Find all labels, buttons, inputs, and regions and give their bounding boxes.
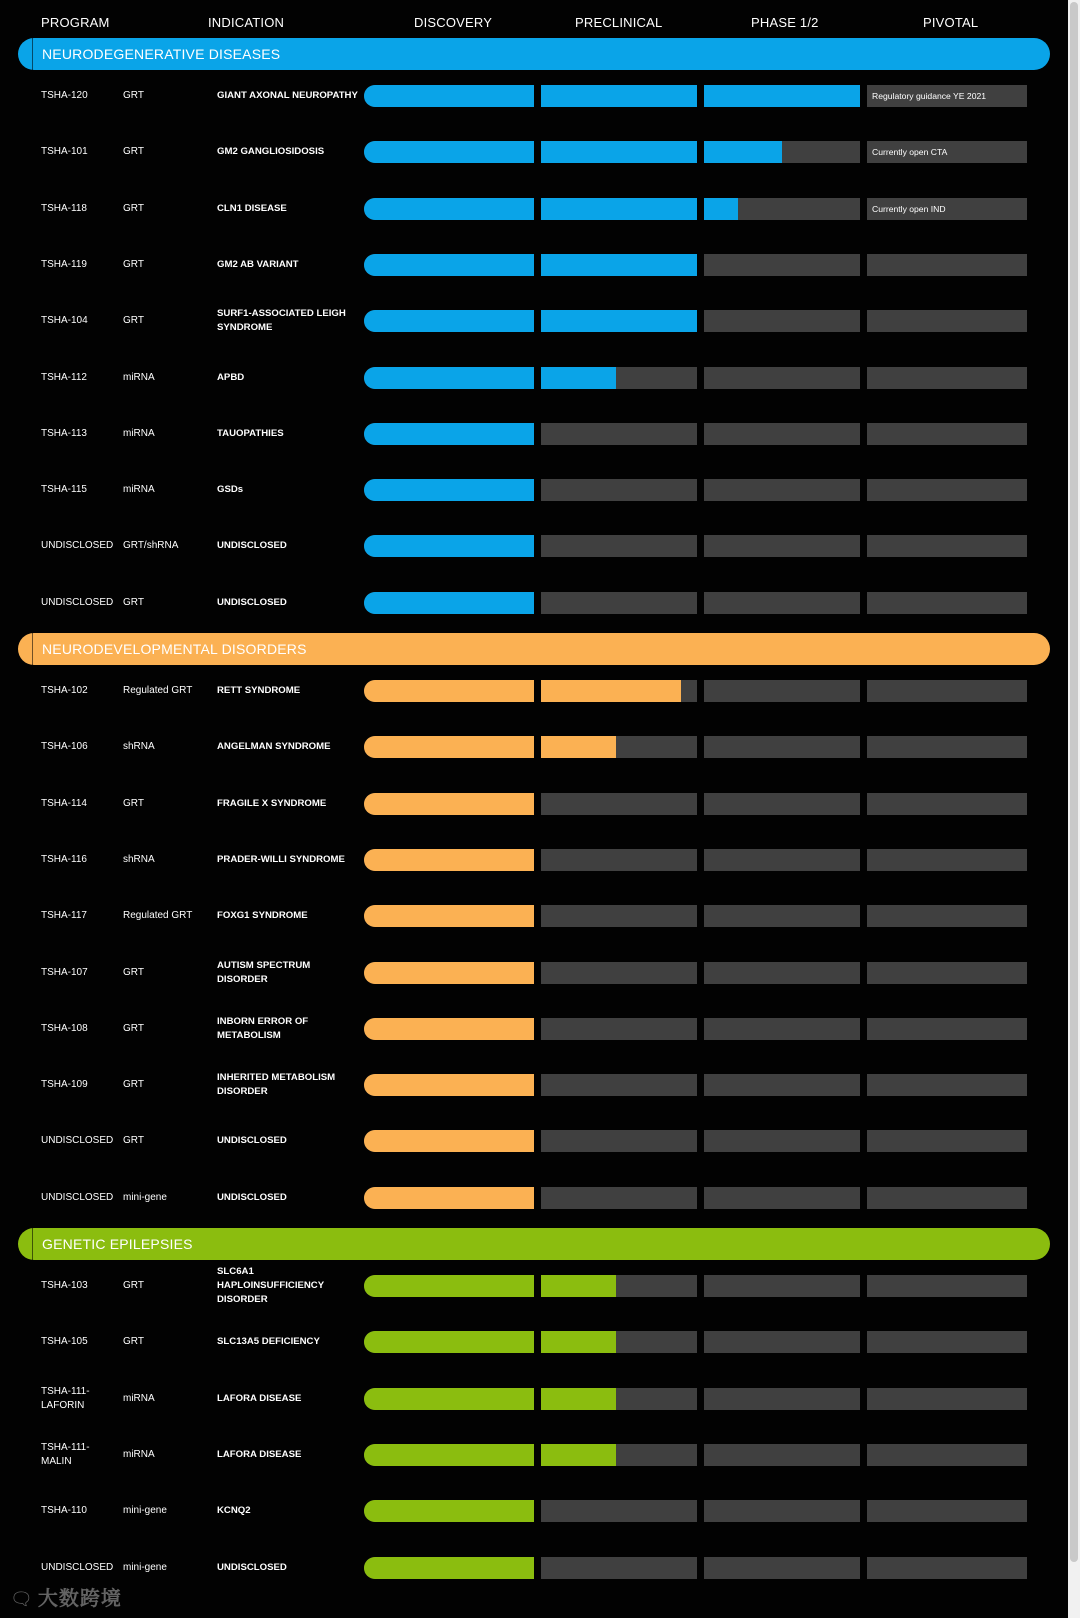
progress-bar: [541, 1444, 616, 1466]
program-row: [0, 1540, 1068, 1596]
program-name: UNDISCLOSED: [41, 1191, 114, 1203]
stage-track-preclinical: [541, 736, 697, 758]
modality-label: Regulated GRT: [123, 685, 193, 696]
stage-track-phase: [704, 962, 860, 984]
progress-bar: [541, 1275, 616, 1297]
progress-bar: [364, 479, 534, 501]
status-note: Regulatory guidance YE 2021: [872, 91, 987, 101]
stage-track-phase: [704, 1557, 860, 1579]
stage-track-phase: [704, 1018, 860, 1040]
stage-track-discovery: [364, 85, 534, 107]
section-title: GENETIC EPILEPSIES: [42, 1236, 193, 1252]
stage-track-preclinical: [541, 1388, 697, 1410]
indication-label: LAFORA DISEASE: [217, 1392, 302, 1404]
modality-label: GRT: [123, 1022, 144, 1034]
program-row: [0, 832, 1068, 888]
program-row: [0, 124, 1068, 180]
stage-track-preclinical: [541, 367, 697, 389]
program-name: TSHA-113: [41, 427, 87, 439]
stage-track-preclinical: [541, 1018, 697, 1040]
modality-label: GRT: [123, 1336, 144, 1348]
stage-track-discovery: [364, 905, 534, 927]
stage-track-preclinical: [541, 1557, 697, 1579]
stage-track-discovery: [364, 367, 534, 389]
indication-label: FOXG1 SYNDROME: [217, 910, 308, 922]
program-row: [0, 776, 1068, 832]
program-name: TSHA-114: [41, 797, 87, 809]
stage-track-preclinical: [541, 793, 697, 815]
progress-bar: [541, 1388, 616, 1410]
stage-track-pivotal: [867, 793, 1027, 815]
modality-label: GRT: [123, 202, 144, 214]
program-name: TSHA-105: [41, 1336, 88, 1348]
stage-track-discovery: [364, 793, 534, 815]
program-name: TSHA-112: [41, 371, 87, 383]
progress-bar: [364, 310, 534, 332]
modality-label: GRT: [123, 146, 144, 158]
progress-bar: [541, 680, 681, 702]
stage-track-discovery: [364, 1074, 534, 1096]
program-row: [0, 719, 1068, 775]
indication-label: GM2 GANGLIOSIDOSIS: [217, 146, 325, 158]
stage-track-phase: [704, 1074, 860, 1096]
program-row: [0, 1113, 1068, 1169]
stage-track-preclinical: [541, 85, 697, 107]
modality-label: miRNA: [123, 427, 155, 439]
stage-track-phase: [704, 367, 860, 389]
modality-label: GRT: [123, 797, 144, 809]
stage-track-preclinical: [541, 1130, 697, 1152]
section-bar-dev: [18, 633, 1050, 665]
stage-track-discovery: [364, 1018, 534, 1040]
progress-bar: [364, 535, 534, 557]
watermark-logo-icon: 🗨: [10, 1589, 34, 1609]
progress-bar: [704, 198, 738, 220]
indication-label: PRADER-WILLI SYNDROME: [217, 853, 345, 865]
program-name: TSHA-117: [41, 910, 87, 922]
stage-track-discovery: [364, 1275, 534, 1297]
modality-label: shRNA: [123, 853, 155, 865]
program-name: TSHA-115: [41, 484, 87, 496]
column-header-program: PROGRAM: [41, 15, 110, 30]
stage-track-discovery: [364, 1500, 534, 1522]
modality-label: Regulated GRT: [123, 910, 193, 922]
stage-track-pivotal: [867, 1074, 1027, 1096]
program-name: TSHA-102: [41, 685, 88, 696]
stage-track-phase: [704, 1187, 860, 1209]
program-name: TSHA-116: [41, 853, 87, 865]
progress-bar: [541, 141, 697, 163]
stage-track-pivotal: [867, 85, 1027, 107]
program-row: [0, 181, 1068, 237]
program-row: [0, 945, 1068, 1001]
progress-bar: [364, 141, 534, 163]
progress-bar: [364, 592, 534, 614]
program-row: [0, 1057, 1068, 1113]
progress-bar: [364, 1018, 534, 1040]
program-row: [0, 293, 1068, 349]
stage-track-preclinical: [541, 962, 697, 984]
indication-label: GSDs: [217, 484, 244, 496]
section-notch: [32, 633, 33, 665]
modality-label: miRNA: [123, 1448, 155, 1460]
program-name: TSHA-103: [41, 1280, 88, 1291]
program-row: [0, 68, 1068, 124]
progress-bar: [704, 141, 782, 163]
program-name: UNDISCLOSED: [41, 596, 114, 608]
indication-label: AUTISM SPECTRUM DISORDER: [217, 959, 311, 985]
progress-bar: [541, 198, 697, 220]
progress-bar: [364, 85, 534, 107]
stage-track-phase: [704, 85, 860, 107]
program-name: TSHA-110: [41, 1505, 87, 1517]
progress-bar: [364, 1130, 534, 1152]
progress-bar: [364, 905, 534, 927]
stage-track-pivotal: [867, 198, 1027, 220]
program-row: [0, 350, 1068, 406]
program-row: [0, 1427, 1068, 1483]
stage-track-phase: [704, 254, 860, 276]
indication-label: UNDISCLOSED: [217, 596, 287, 608]
stage-track-phase: [704, 849, 860, 871]
program-row: [0, 518, 1068, 574]
progress-bar: [364, 1275, 534, 1297]
indication-label: LAFORA DISEASE: [217, 1448, 302, 1460]
status-note: Currently open CTA: [872, 147, 948, 158]
progress-bar: [364, 1557, 534, 1579]
modality-label: GRT/shRNA: [123, 540, 179, 552]
stage-track-preclinical: [541, 1275, 697, 1297]
progress-bar: [364, 1444, 534, 1466]
stage-track-phase: [704, 1331, 860, 1353]
indication-label: GIANT AXONAL NEUROPATHY: [217, 90, 358, 101]
progress-bar: [364, 1500, 534, 1522]
column-header-phase: PHASE 1/2: [751, 15, 819, 30]
stage-track-pivotal: [867, 254, 1027, 276]
stage-track-phase: [704, 1388, 860, 1410]
stage-track-pivotal: [867, 905, 1027, 927]
section-notch: [32, 1228, 33, 1260]
stage-track-pivotal: [867, 310, 1027, 332]
stage-track-pivotal: [867, 592, 1027, 614]
stage-track-discovery: [364, 423, 534, 445]
progress-bar: [364, 849, 534, 871]
stage-track-pivotal: [867, 1388, 1027, 1410]
progress-bar: [364, 254, 534, 276]
stage-track-phase: [704, 680, 860, 702]
indication-label: INBORN ERROR OF METABOLISM: [217, 1015, 309, 1041]
stage-track-pivotal: [867, 479, 1027, 501]
indication-label: GM2 AB VARIANT: [217, 258, 299, 270]
modality-label: GRT: [123, 1079, 144, 1091]
column-header-pivotal: PIVOTAL: [923, 15, 979, 30]
stage-track-discovery: [364, 1388, 534, 1410]
indication-label: SLC13A5 DEFICIENCY: [217, 1336, 320, 1348]
stage-track-pivotal: [867, 736, 1027, 758]
stage-track-pivotal: [867, 1557, 1027, 1579]
stage-track-phase: [704, 1444, 860, 1466]
stage-track-phase: [704, 310, 860, 332]
stage-track-pivotal: [867, 1275, 1027, 1297]
stage-track-discovery: [364, 680, 534, 702]
stage-track-phase: [704, 141, 860, 163]
progress-bar: [364, 423, 534, 445]
program-name: TSHA-108: [41, 1022, 88, 1034]
indication-label: RETT SYNDROME: [217, 685, 301, 696]
column-header-indication: INDICATION: [208, 15, 285, 30]
modality-label: GRT: [123, 1280, 144, 1291]
stage-track-pivotal: [867, 141, 1027, 163]
stage-track-phase: [704, 905, 860, 927]
stage-track-preclinical: [541, 592, 697, 614]
watermark-text: 大数跨境: [37, 1588, 122, 1610]
stage-track-pivotal: [867, 1130, 1027, 1152]
stage-track-phase: [704, 535, 860, 557]
stage-track-discovery: [364, 141, 534, 163]
stage-track-phase: [704, 423, 860, 445]
program-row: [0, 575, 1068, 631]
progress-bar: [541, 367, 616, 389]
stage-track-preclinical: [541, 254, 697, 276]
program-row: [0, 1314, 1068, 1370]
column-header-discovery: DISCOVERY: [414, 15, 493, 30]
indication-label: FRAGILE X SYNDROME: [217, 797, 327, 809]
progress-bar: [541, 310, 697, 332]
stage-track-pivotal: [867, 849, 1027, 871]
progress-bar: [364, 736, 534, 758]
stage-track-pivotal: [867, 1187, 1027, 1209]
modality-label: GRT: [123, 315, 144, 327]
stage-track-phase: [704, 1500, 860, 1522]
stage-track-preclinical: [541, 1444, 697, 1466]
stage-track-preclinical: [541, 1331, 697, 1353]
program-name: TSHA-109: [41, 1079, 88, 1091]
program-row: [0, 237, 1068, 293]
stage-track-preclinical: [541, 849, 697, 871]
stage-track-phase: [704, 1275, 860, 1297]
stage-track-phase: [704, 198, 860, 220]
program-name: TSHA-120: [41, 90, 88, 101]
stage-track-discovery: [364, 1331, 534, 1353]
program-name: UNDISCLOSED: [41, 1135, 114, 1147]
stage-track-discovery: [364, 1187, 534, 1209]
indication-label: CLN1 DISEASE: [217, 202, 287, 214]
progress-bar: [541, 736, 616, 758]
program-name: UNDISCLOSED: [41, 1561, 114, 1573]
stage-track-pivotal: [867, 1444, 1027, 1466]
status-note: Currently open IND: [872, 203, 946, 214]
modality-label: miRNA: [123, 1392, 155, 1404]
indication-label: ANGELMAN SYNDROME: [217, 741, 331, 753]
progress-bar: [364, 1388, 534, 1410]
indication-label: INHERITED METABOLISM DISORDER: [217, 1072, 336, 1098]
program-name: TSHA-104: [41, 315, 88, 327]
stage-track-pivotal: [867, 367, 1027, 389]
stage-track-preclinical: [541, 479, 697, 501]
stage-track-preclinical: [541, 141, 697, 163]
indication-label: TAUOPATHIES: [217, 427, 284, 439]
progress-bar: [541, 254, 697, 276]
stage-track-discovery: [364, 254, 534, 276]
progress-bar: [364, 367, 534, 389]
program-row: [0, 1371, 1068, 1427]
section-notch: [32, 38, 33, 70]
stage-track-pivotal: [867, 423, 1027, 445]
section-title: NEURODEVELOPMENTAL DISORDERS: [42, 641, 307, 657]
stage-track-preclinical: [541, 1500, 697, 1522]
progress-bar: [364, 962, 534, 984]
indication-label: KCNQ2: [217, 1505, 251, 1517]
stage-track-phase: [704, 793, 860, 815]
stage-track-discovery: [364, 479, 534, 501]
program-name: TSHA-118: [41, 202, 87, 214]
indication-label: UNDISCLOSED: [217, 1561, 287, 1573]
modality-label: mini-gene: [123, 1505, 167, 1517]
modality-label: GRT: [123, 596, 144, 608]
program-name: TSHA-107: [41, 966, 88, 978]
modality-label: shRNA: [123, 741, 155, 753]
progress-bar: [364, 198, 534, 220]
stage-track-pivotal: [867, 1018, 1027, 1040]
stage-track-preclinical: [541, 1187, 697, 1209]
indication-label: UNDISCLOSED: [217, 540, 287, 552]
stage-track-pivotal: [867, 1500, 1027, 1522]
progress-bar: [364, 1331, 534, 1353]
stage-track-discovery: [364, 1557, 534, 1579]
program-name: TSHA-111-LAFORIN: [41, 1385, 90, 1411]
watermark: [10, 1582, 122, 1611]
stage-track-discovery: [364, 535, 534, 557]
stage-track-discovery: [364, 736, 534, 758]
section-title: NEURODEGENERATIVE DISEASES: [42, 46, 281, 62]
stage-track-discovery: [364, 1130, 534, 1152]
progress-bar: [364, 793, 534, 815]
stage-track-preclinical: [541, 310, 697, 332]
stage-track-preclinical: [541, 1074, 697, 1096]
stage-track-discovery: [364, 592, 534, 614]
indication-label: UNDISCLOSED: [217, 1191, 287, 1203]
program-row: [0, 1483, 1068, 1539]
stage-track-preclinical: [541, 198, 697, 220]
stage-track-pivotal: [867, 535, 1027, 557]
stage-track-preclinical: [541, 535, 697, 557]
indication-label: SLC6A1 HAPLOINSUFFICIENCY DISORDER: [217, 1266, 324, 1305]
progress-bar: [364, 1074, 534, 1096]
program-name: TSHA-119: [41, 258, 87, 270]
stage-track-phase: [704, 479, 860, 501]
vertical-scrollbar[interactable]: [1068, 0, 1080, 1618]
program-name: UNDISCLOSED: [41, 540, 114, 552]
stage-track-phase: [704, 736, 860, 758]
program-row: [0, 663, 1068, 719]
program-row: [0, 1001, 1068, 1057]
section-bar-neuro: [18, 38, 1050, 70]
indication-label: UNDISCLOSED: [217, 1135, 287, 1147]
stage-track-preclinical: [541, 905, 697, 927]
section-bar-epi: [18, 1228, 1050, 1260]
stage-track-discovery: [364, 962, 534, 984]
program-row: [0, 1258, 1068, 1314]
modality-label: GRT: [123, 966, 144, 978]
progress-bar: [364, 1187, 534, 1209]
program-row: [0, 1170, 1068, 1226]
modality-label: mini-gene: [123, 1191, 167, 1203]
modality-label: miRNA: [123, 371, 155, 383]
stage-track-phase: [704, 1130, 860, 1152]
stage-track-pivotal: [867, 680, 1027, 702]
stage-track-pivotal: [867, 1331, 1027, 1353]
modality-label: mini-gene: [123, 1561, 167, 1573]
stage-track-discovery: [364, 198, 534, 220]
program-row: [0, 406, 1068, 462]
stage-track-preclinical: [541, 423, 697, 445]
program-row: [0, 888, 1068, 944]
stage-track-discovery: [364, 849, 534, 871]
stage-track-discovery: [364, 310, 534, 332]
program-name: TSHA-101: [41, 146, 88, 158]
stage-track-discovery: [364, 1444, 534, 1466]
modality-label: miRNA: [123, 484, 155, 496]
progress-bar: [541, 1331, 616, 1353]
stage-track-preclinical: [541, 680, 697, 702]
program-name: TSHA-106: [41, 741, 88, 753]
stage-track-pivotal: [867, 962, 1027, 984]
scrollbar-thumb[interactable]: [1070, 2, 1078, 1562]
program-name: TSHA-111-MALIN: [41, 1441, 90, 1467]
indication-label: APBD: [217, 371, 245, 383]
stage-track-phase: [704, 592, 860, 614]
progress-bar: [704, 85, 860, 107]
modality-label: GRT: [123, 90, 144, 101]
program-row: [0, 462, 1068, 518]
modality-label: GRT: [123, 1135, 144, 1147]
column-header-preclinical: PRECLINICAL: [575, 15, 663, 30]
modality-label: GRT: [123, 258, 144, 270]
progress-bar: [364, 680, 534, 702]
progress-bar: [541, 85, 697, 107]
indication-label: SURF1-ASSOCIATED LEIGH SYNDROME: [217, 308, 346, 334]
